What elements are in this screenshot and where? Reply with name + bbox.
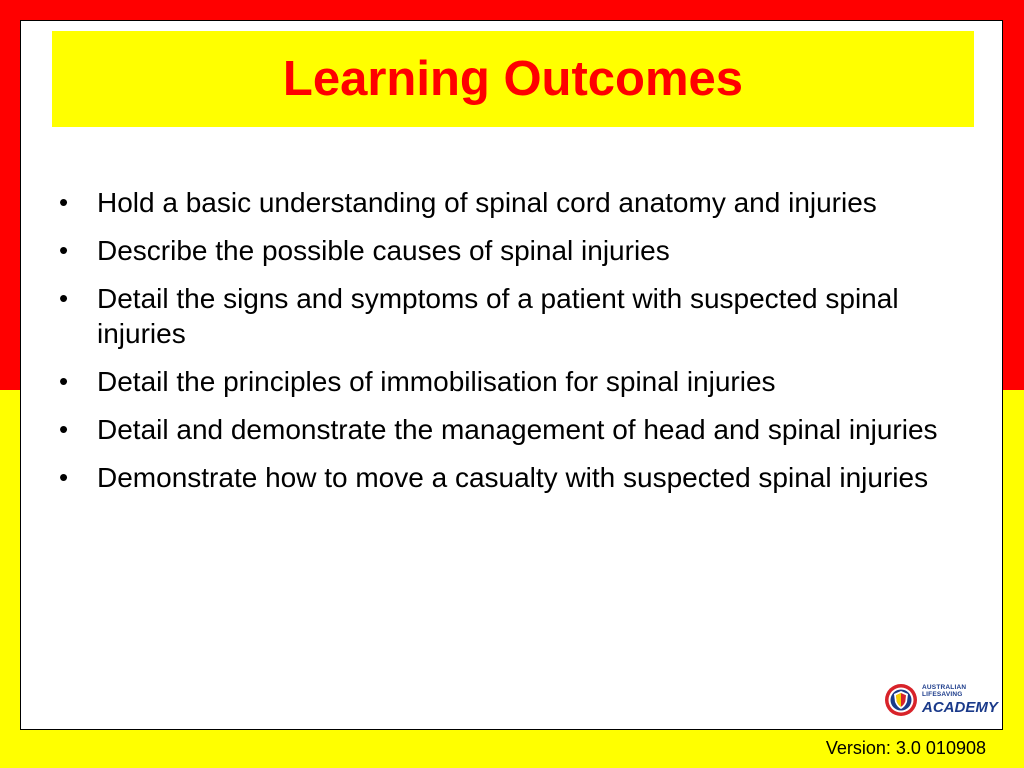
list-item [59,460,959,495]
version-label: Version: 3.0 010908 [825,738,986,758]
logo-wordmark [922,685,998,715]
list-item [59,364,959,399]
slide-title: Learning Outcomes [282,51,744,106]
list-item [59,233,959,268]
bullet-icon: • [59,414,69,444]
list-item-text: Detail the signs and symptoms of a patient with suspected spinal injuries [97,283,899,349]
academy-logo [884,681,998,719]
list-item-text: Demonstrate how to move a casualty with suspected spinal injuries [97,462,929,493]
bullet-icon: • [59,283,69,313]
learning-outcomes-list [59,185,959,508]
lifesaving-badge-icon [884,683,918,717]
list-item-text: Describe the possible causes of spinal injuries [97,235,670,266]
slide-content-panel [20,20,1003,730]
logo-small-text: AUSTRALIAN LIFESAVING [922,684,967,698]
bullet-icon: • [59,462,69,492]
logo-big-text: ACADEMY [922,699,998,716]
list-item-text: Detail and demonstrate the management of head and spinal injuries [97,414,938,445]
list-item-text: Hold a basic understanding of spinal cord anatomy and injuries [97,187,877,218]
list-item [59,185,959,220]
title-banner [52,31,974,127]
bullet-icon: • [59,366,69,396]
list-item [59,281,959,351]
bullet-icon: • [59,187,69,217]
bullet-icon: • [59,235,69,265]
list-item-text: Detail the principles of immobilisation for spinal injuries [97,366,776,397]
list-item [59,412,959,447]
